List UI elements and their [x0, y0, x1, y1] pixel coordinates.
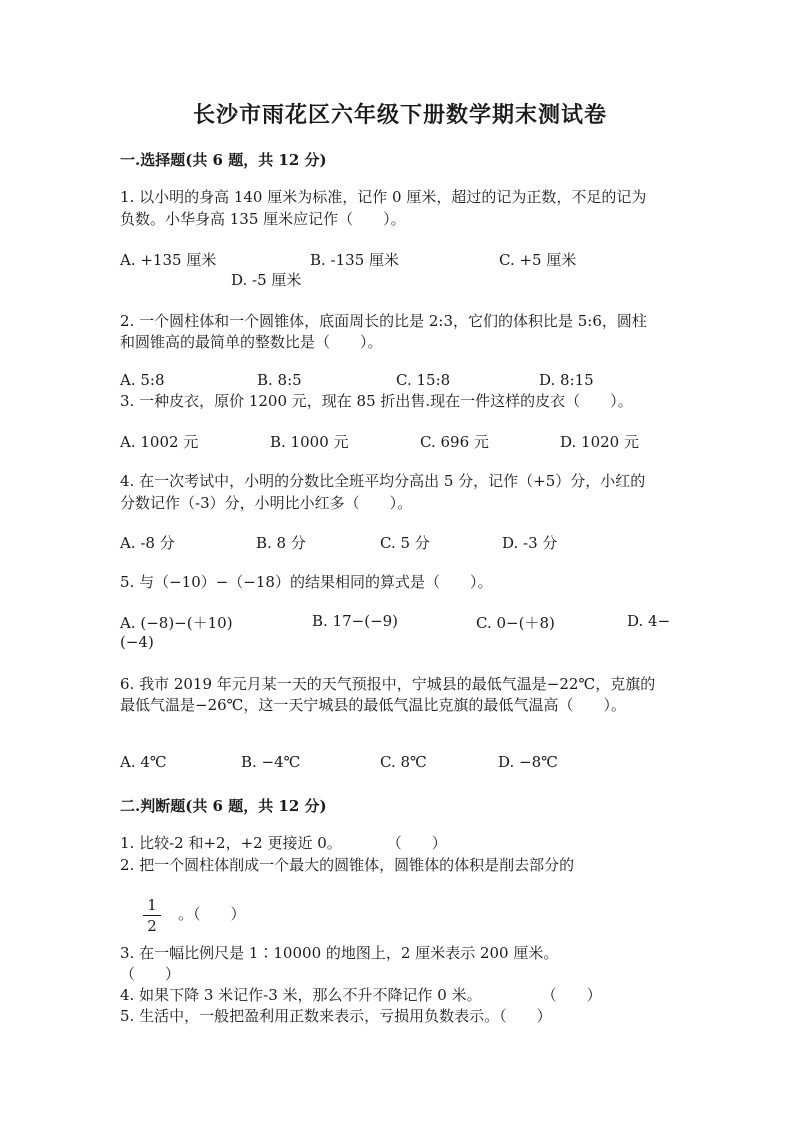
fraction-one-half	[143, 896, 161, 935]
question-1-option-d: D. -5 厘米	[231, 271, 302, 289]
fraction-bar	[143, 915, 161, 916]
judgement-3-line-1: 3. 在一幅比例尺是 1∶10000 的地图上，2 厘米表示 200 厘米。	[120, 944, 559, 962]
question-3-option-d: D. 1020 元	[560, 433, 639, 451]
section-heading-judgement: 二.判断题(共 6 题，共 12 分)	[120, 797, 327, 815]
question-4-option-c: C. 5 分	[380, 534, 430, 552]
question-4-line-1: 4. 在一次考试中，小明的分数比全班平均分高出 5 分，记作（+5）分，小红的	[120, 472, 646, 490]
question-4-option-b: B. 8 分	[256, 534, 306, 552]
question-1-option-a: A. +135 厘米	[120, 251, 217, 269]
question-6-option-b: B. −4℃	[241, 753, 301, 771]
fraction-denominator: 2	[147, 917, 157, 935]
fraction-numerator: 1	[147, 896, 157, 914]
question-1-line-1: 1. 以小明的身高 140 厘米为标准，记作 0 厘米，超过的记为正数，不足的记为	[120, 188, 647, 206]
question-5-option-d: D. 4−	[627, 612, 671, 630]
question-5-option-a: A. (−8)−(＋10)	[120, 614, 233, 632]
question-2-option-d: D. 8:15	[539, 371, 594, 389]
question-2-option-a: A. 5:8	[120, 371, 165, 389]
page-title: 长沙市雨花区六年级下册数学期末测试卷	[192, 102, 607, 128]
question-2-option-b: B. 8:5	[257, 371, 302, 389]
question-2-line-2: 和圆锥高的最简单的整数比是（ ）。	[120, 333, 383, 351]
judgement-1: 1. 比较-2 和+2，+2 更接近 0。 （ ）	[120, 834, 447, 852]
judgement-5: 5. 生活中，一般把盈利用正数来表示，亏损用负数表示。（ ）	[120, 1007, 552, 1025]
judgement-3-line-2: （ ）	[120, 965, 181, 983]
section-heading-choice: 一.选择题(共 6 题，共 12 分)	[120, 151, 327, 169]
question-6-option-d: D. −8℃	[498, 753, 558, 771]
question-5-option-d-continued: (−4)	[120, 633, 154, 651]
judgement-2-line-2: 。（ ）	[178, 905, 246, 923]
question-2-line-1: 2. 一个圆柱体和一个圆锥体，底面周长的比是 2:3，它们的体积比是 5:6，圆柱	[120, 312, 647, 330]
question-3-option-c: C. 696 元	[420, 433, 489, 451]
question-3-option-b: B. 1000 元	[270, 433, 349, 451]
question-4-line-2: 分数记作（-3）分，小明比小红多（ ）。	[120, 494, 413, 512]
question-6-line-1: 6. 我市 2019 年元月某一天的天气预报中，宁城县的最低气温是−22℃，克旗的	[120, 675, 656, 693]
question-1-line-2: 负数。小华身高 135 厘米应记作（ ）。	[120, 210, 406, 228]
judgement-2-line-1: 2. 把一个圆柱体削成一个最大的圆锥体，圆锥体的体积是削去部分的	[120, 856, 575, 874]
question-5-option-c: C. 0−(＋8)	[476, 614, 555, 632]
question-1-option-c: C. +5 厘米	[499, 251, 577, 269]
question-1-option-b: B. -135 厘米	[310, 251, 400, 269]
judgement-4: 4. 如果下降 3 米记作-3 米，那么不升不降记作 0 米。 （ ）	[120, 986, 602, 1004]
question-2-option-c: C. 15:8	[396, 371, 451, 389]
question-5-line-1: 5. 与（−10）−（−18）的结果相同的算式是（ ）。	[120, 573, 493, 591]
question-4-option-a: A. -8 分	[120, 534, 175, 552]
question-3-option-a: A. 1002 元	[120, 433, 199, 451]
question-6-line-2: 最低气温是−26℃，这一天宁城县的最低气温比克旗的最低气温高（ ）。	[120, 696, 626, 714]
question-6-option-c: C. 8℃	[380, 753, 427, 771]
question-4-option-d: D. -3 分	[502, 534, 558, 552]
question-6-option-a: A. 4℃	[120, 753, 167, 771]
question-5-option-b: B. 17−(−9)	[312, 612, 399, 630]
question-3-line-1: 3. 一种皮衣，原价 1200 元，现在 85 折出售.现在一件这样的皮衣（ ）。	[120, 392, 633, 410]
